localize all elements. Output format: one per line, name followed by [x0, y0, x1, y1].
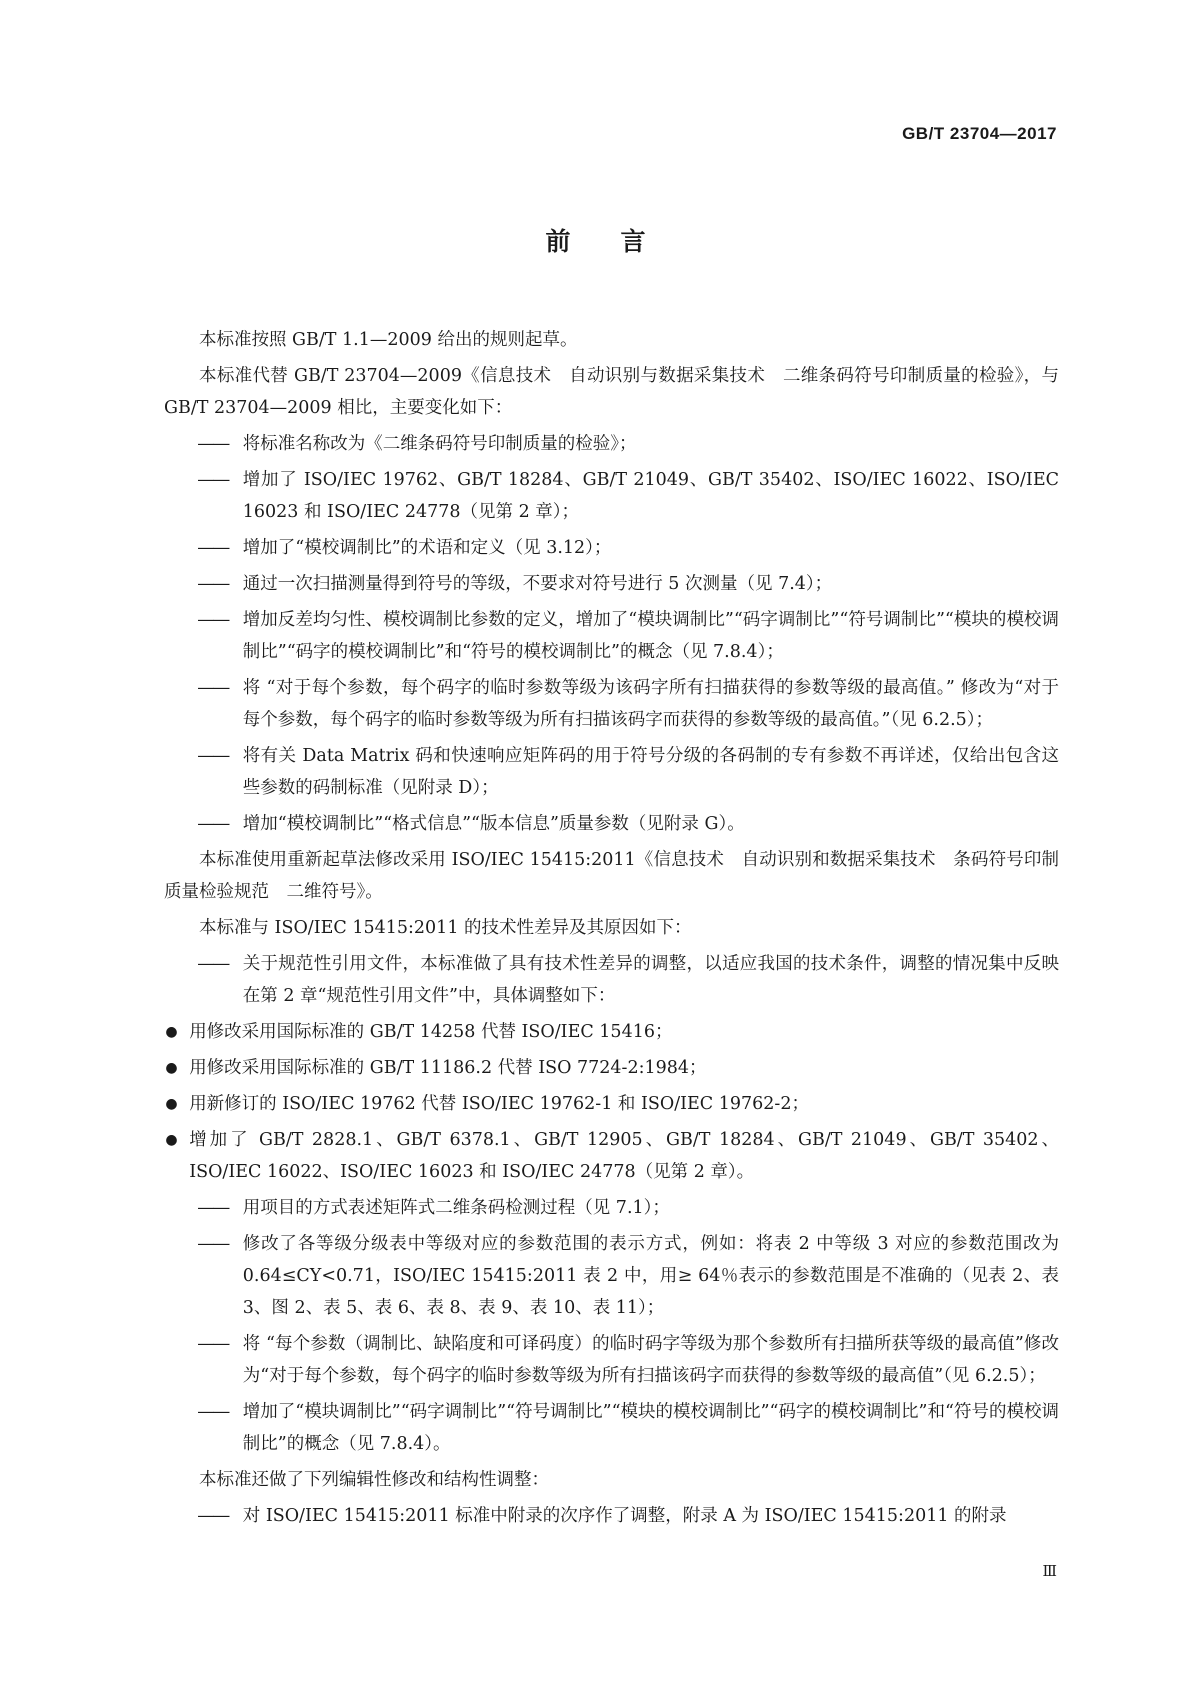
dash-marker: ——: [197, 1198, 229, 1218]
dash-marker: ——: [197, 1402, 229, 1422]
change-text: 增加反差均匀性、模校调制比参数的定义，增加了“模块调制比”“码字调制比”“符号调制比”“模块的模校调制比”“码字的模校调制比”和“符号的模校调制比”的概念（见 7.8.4）；: [242, 610, 1059, 662]
dash-marker: ——: [197, 610, 229, 630]
difference-text: 增加了“模块调制比”“码字调制比”“符号调制比”“模块的模校调制比”“码字的模校调制比”和“符号的模校调制比”的概念（见 7.8.4）。: [242, 1402, 1059, 1454]
editorial-text: 对 ISO/IEC 15415:2011 标准中附录的次序作了调整，附录 A 为 ISO/IEC 15415:2011 的附录: [242, 1506, 1007, 1526]
bullet-item: [164, 1016, 1059, 1048]
paragraph-adoption: 本标准使用重新起草法修改采用 ISO/IEC 15415:2011《信息技术 自动识别和数据采集技术 条码符号印制质量检验规范 二维符号》。: [164, 850, 1059, 902]
bullet-text: 用修改采用国际标准的 GB/T 14258 代替 ISO/IEC 15416；: [189, 1022, 673, 1042]
change-item: [164, 672, 1059, 736]
dash-marker: ——: [197, 574, 229, 594]
bullet-item: [164, 1124, 1059, 1188]
paragraph-replaces: 本标准代替 GB/T 23704—2009《信息技术 自动识别与数据采集技术 二维条码符号印制质量的检验》，与 GB/T 23704—2009 相比，主要变化如下：: [164, 366, 1059, 418]
dash-marker: ——: [197, 470, 229, 490]
change-item: [164, 568, 1059, 600]
dash-marker: ——: [197, 434, 229, 454]
change-item: [164, 740, 1059, 804]
bullet-marker: ●: [165, 1024, 178, 1040]
bullet-marker: ●: [165, 1096, 178, 1112]
difference-item: [164, 1228, 1059, 1324]
bullet-marker: ●: [165, 1132, 178, 1148]
change-text: 将有关 Data Matrix 码和快速响应矩阵码的用于符号分级的各码制的专有参数不再详述，仅给出包含这些参数的码制标准（见附录 D）；: [242, 746, 1059, 798]
dash-marker: ——: [197, 814, 229, 834]
dash-marker: ——: [197, 538, 229, 558]
bullet-item: [164, 1052, 1059, 1084]
paragraph-technical-differences: 本标准与 ISO/IEC 15415:2011 的技术性差异及其原因如下：: [199, 918, 692, 938]
dash-marker: ——: [197, 1234, 229, 1254]
change-item: [164, 532, 1059, 564]
change-text: 增加了“模校调制比”的术语和定义（见 3.12）；: [242, 538, 612, 558]
dash-marker: ——: [197, 746, 229, 766]
page-title: 前言: [545, 227, 696, 256]
difference-text: 修改了各等级分级表中等级对应的参数范围的表示方式，例如：将表 2 中等级 3 对应的参数范围改为 0.64≤CY<0.71，ISO/IEC 15415:2011 表 2 中，用≥ 64％表示的参数范围是不准确的（见表 2、表 3、图 2、表 5、表 6、表 8、表 9、表 10、表 11）；: [242, 1234, 1059, 1318]
paragraph-drafting-rules: 本标准按照 GB/T 1.1—2009 给出的规则起草。: [199, 330, 578, 350]
difference-item: [164, 948, 1059, 1012]
foreword-body: [164, 324, 1059, 1536]
page-number: Ⅲ: [1042, 1562, 1057, 1580]
paragraph-editorial-changes: 本标准还做了下列编辑性修改和结构性调整：: [199, 1470, 549, 1490]
change-item: [164, 808, 1059, 840]
bullet-text: 增加了 GB/T 2828.1、GB/T 6378.1、GB/T 12905、GB/T 18284、GB/T 21049、GB/T 35402、ISO/IEC 16022、ISO/IEC 16023 和 ISO/IEC 24778（见第 2 章）。: [189, 1130, 1059, 1182]
dash-marker: ——: [197, 1506, 229, 1526]
editorial-item: [164, 1500, 1059, 1532]
difference-text: 将 “每个参数（调制比、缺陷度和可译码度）的临时码字等级为那个参数所有扫描所获等级的最高值”修改为“对于每个参数，每个码字的临时参数等级为所有扫描该码字而获得的参数等级的最高值”（见 6.2.5）；: [242, 1334, 1059, 1386]
change-item: [164, 604, 1059, 668]
change-text: 通过一次扫描测量得到符号的等级，不要求对符号进行 5 次测量（见 7.4）；: [242, 574, 833, 594]
difference-text: 关于规范性引用文件，本标准做了具有技术性差异的调整，以适应我国的技术条件，调整的情况集中反映在第 2 章“规范性引用文件”中，具体调整如下：: [242, 954, 1059, 1006]
dash-marker: ——: [197, 678, 229, 698]
change-text: 将标准名称改为《二维条码符号印制质量的检验》；: [242, 434, 637, 454]
standard-number: GB/T 23704—2017: [902, 124, 1057, 143]
change-item: [164, 464, 1059, 528]
dash-marker: ——: [197, 954, 229, 974]
difference-item: [164, 1396, 1059, 1460]
bullet-marker: ●: [165, 1060, 178, 1076]
change-text: 将 “对于每个参数，每个码字的临时参数等级为该码字所有扫描获得的参数等级的最高值。” 修改为“对于每个参数，每个码字的临时参数等级为所有扫描该码字而获得的参数等级的最高值。”（见 6.2.5）；: [242, 678, 1059, 730]
dash-marker: ——: [197, 1334, 229, 1354]
difference-item: [164, 1192, 1059, 1224]
bullet-text: 用新修订的 ISO/IEC 19762 代替 ISO/IEC 19762-1 和 ISO/IEC 19762-2；: [189, 1094, 809, 1114]
difference-item: [164, 1328, 1059, 1392]
difference-text: 用项目的方式表述矩阵式二维条码检测过程（见 7.1）；: [242, 1198, 670, 1218]
bullet-text: 用修改采用国际标准的 GB/T 11186.2 代替 ISO 7724-2:1984；: [189, 1058, 707, 1078]
change-text: 增加“模校调制比”“格式信息”“版本信息”质量参数（见附录 G）。: [242, 814, 745, 834]
change-item: [164, 428, 1059, 460]
change-text: 增加了 ISO/IEC 19762、GB/T 18284、GB/T 21049、GB/T 35402、ISO/IEC 16022、ISO/IEC 16023 和 ISO/IEC 24778（见第 2 章）；: [242, 470, 1059, 522]
bullet-item: [164, 1088, 1059, 1120]
